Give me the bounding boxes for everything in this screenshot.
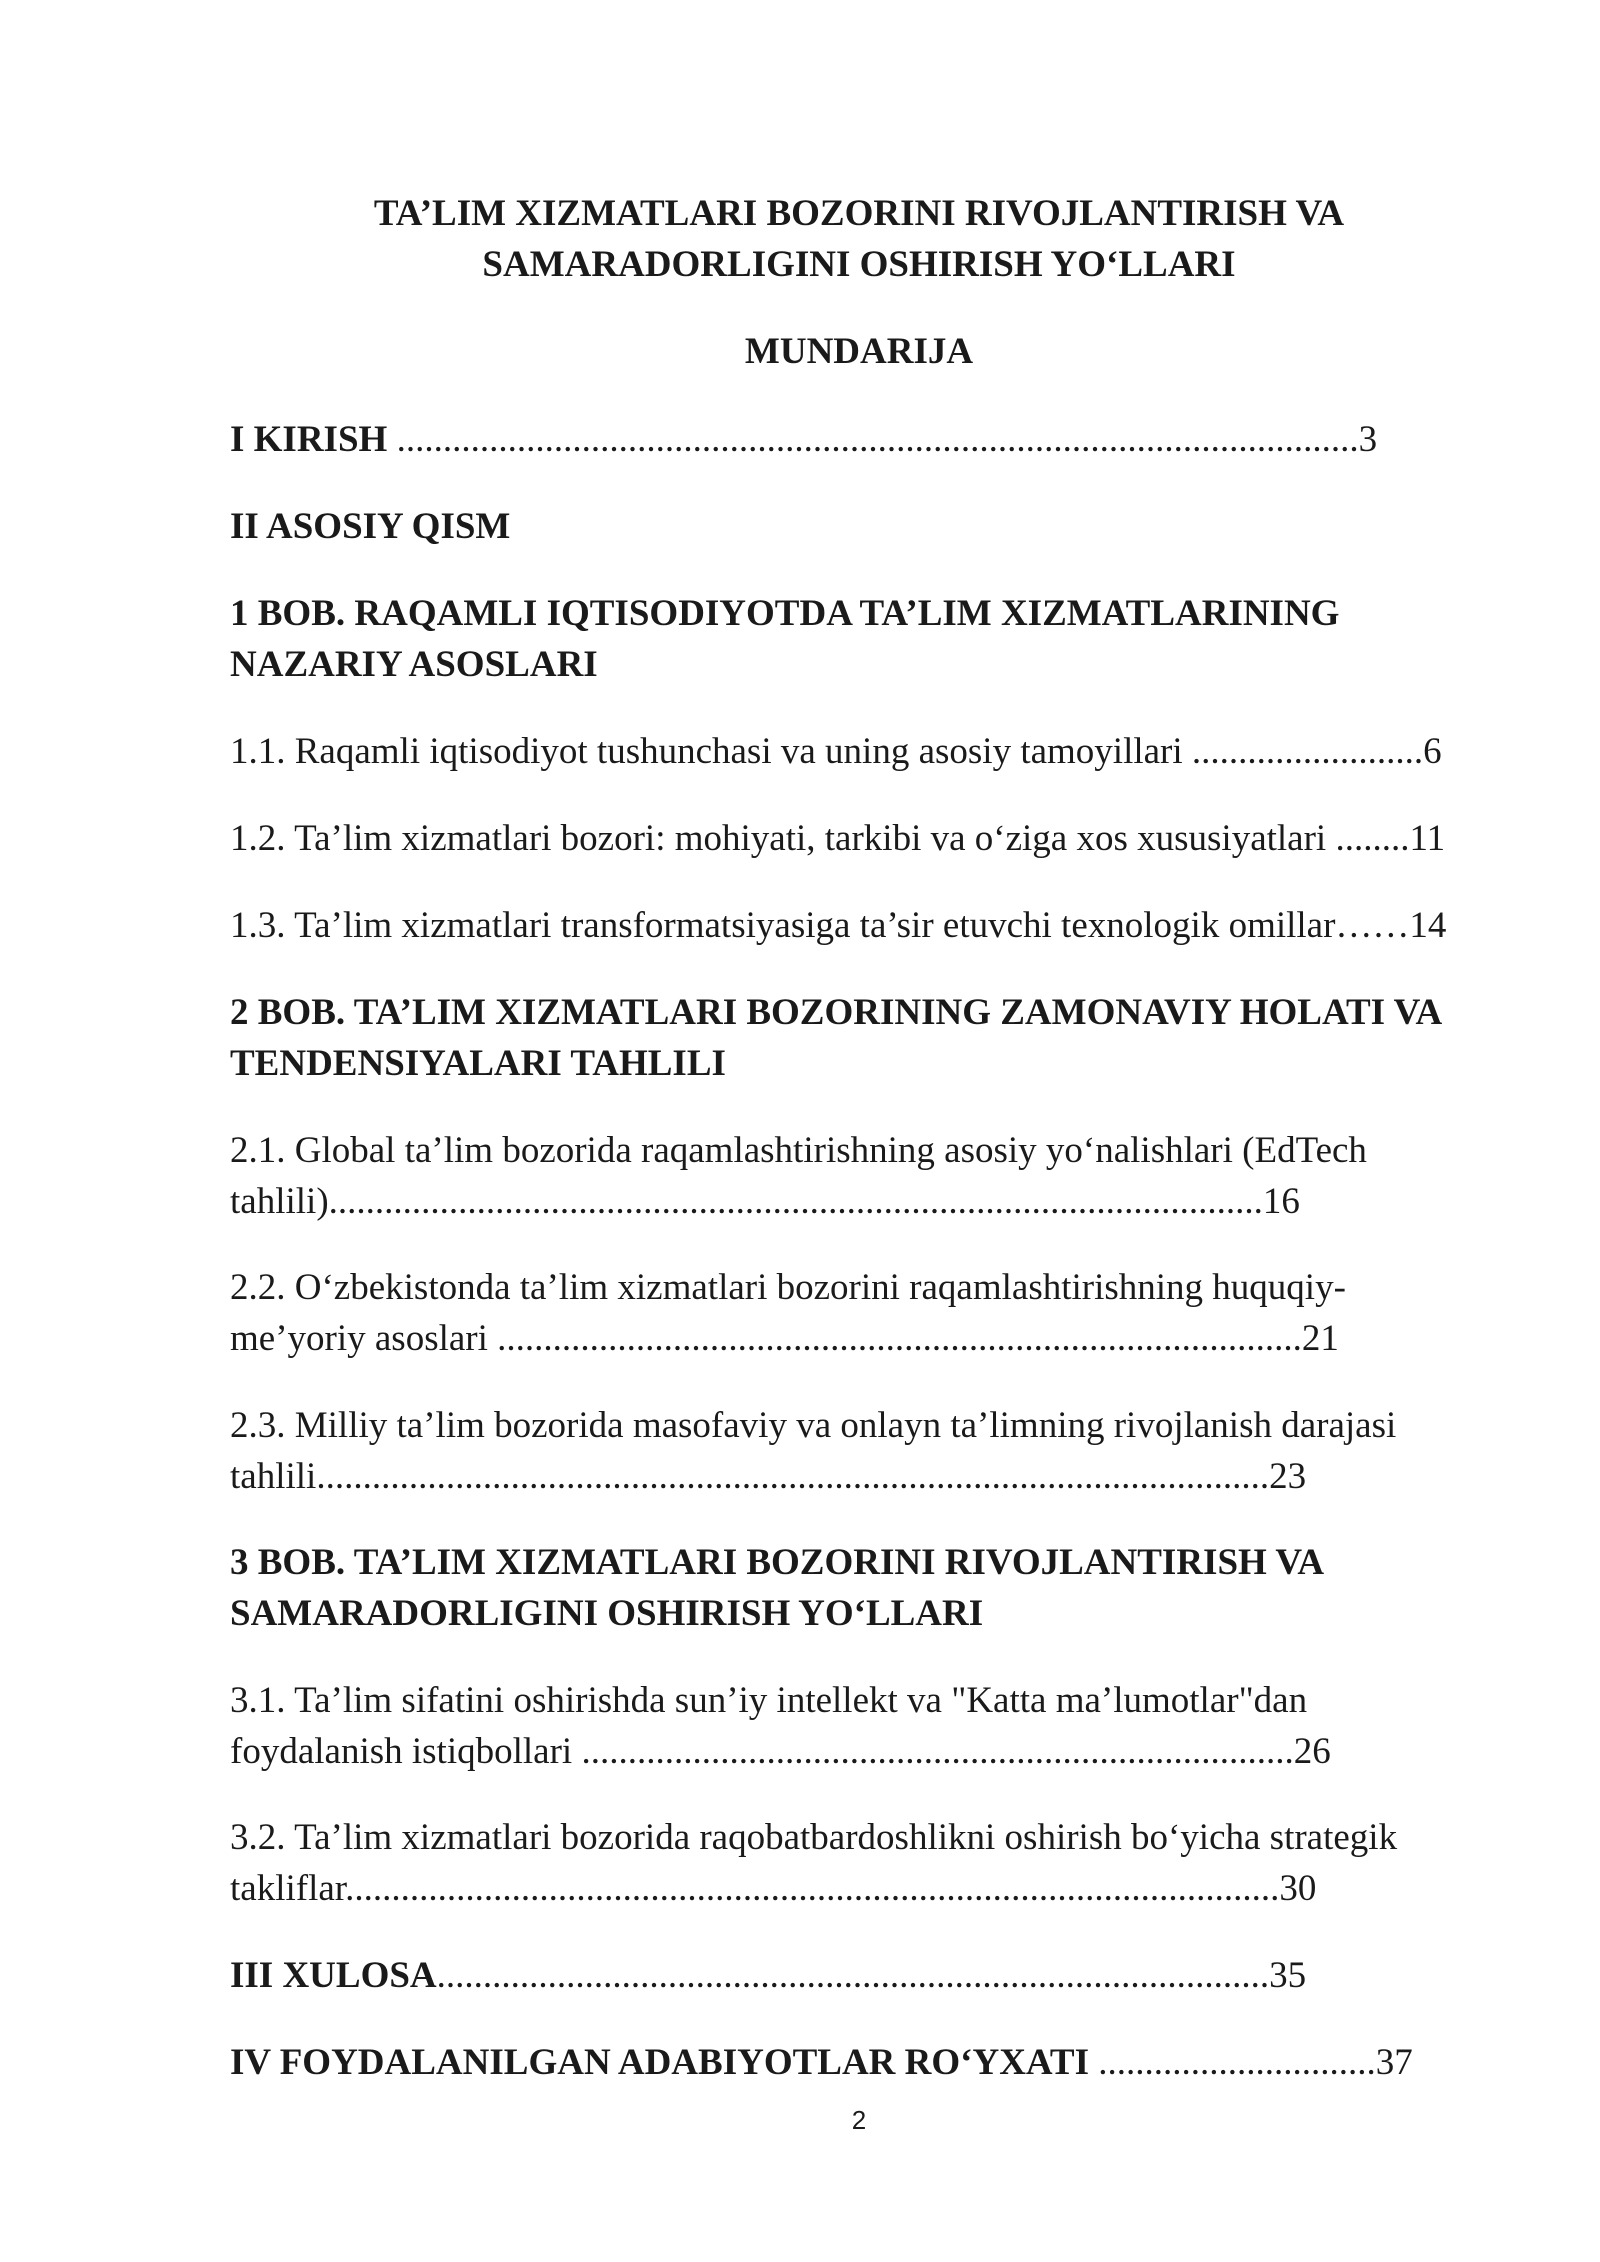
toc-chapter-1-line-2: NAZARIY ASOSLARI (230, 644, 598, 685)
document-title (230, 188, 1488, 290)
toc-references-label: IV FOYDALANILGAN ADABIYOTLAR RO‘YXATI (230, 2042, 1089, 2083)
toc-entry-section-1-3: 1.3. Ta’lim xizmatlari transformatsiyasiga ta’sir etuvchi texnologik omillar……14 (230, 905, 1447, 946)
toc-entry-section-1-1: 1.1. Raqamli iqtisodiyot tushunchasi va uning asosiy tamoyillari .........................6 (230, 731, 1442, 772)
document-title-line-1: TA’LIM XIZMATLARI BOZORINI RIVOJLANTIRISH VA (373, 193, 1345, 234)
document-title-line-2: SAMARADORLIGINI OSHIRISH YO‘LLARI (482, 244, 1236, 285)
toc-section-2-2-line-1: 2.2. O‘zbekistonda ta’lim xizmatlari bozorini raqamlashtirishning huquqiy- (230, 1267, 1346, 1308)
toc-section-2-1-line-2: tahlili).....................................................................................................16 (230, 1181, 1300, 1222)
toc-intro-label: I KIRISH (230, 419, 388, 460)
toc-section-3-2-line-2: takliflar.....................................................................................................30 (230, 1868, 1317, 1909)
toc-section-2-3-line-1: 2.3. Milliy ta’lim bozorida masofaviy va onlayn ta’limning rivojlanish darajasi (230, 1405, 1397, 1446)
contents-heading: MUNDARIJA (744, 331, 974, 372)
page-number: 2 (851, 2105, 867, 2135)
toc-entry-conclusion (230, 1950, 1306, 2001)
toc-chapter-3-line-1: 3 BOB. TA’LIM XIZMATLARI BOZORINI RIVOJLANTIRISH VA (230, 1542, 1325, 1583)
toc-entry-section-2-3 (230, 1400, 1396, 1502)
toc-section-2-3-line-2: tahlili.......................................................................................................23 (230, 1456, 1307, 1497)
toc-section-3-1-line-1: 3.1. Ta’lim sifatini oshirishda sun’iy intellekt va "Katta ma’lumotlar"dan (230, 1680, 1308, 1721)
toc-entry-chapter-3 (230, 1537, 1324, 1639)
toc-entry-chapter-2 (230, 987, 1442, 1089)
toc-entry-references (230, 2037, 1413, 2088)
toc-entry-chapter-1 (230, 588, 1339, 690)
toc-entry-section-3-2 (230, 1812, 1397, 1914)
toc-conclusion-label: III XULOSA (230, 1955, 437, 1996)
toc-entry-section-2-2 (230, 1262, 1346, 1364)
toc-section-2-1-line-1: 2.1. Global ta’lim bozorida raqamlashtirishning asosiy yo‘nalishlari (EdTech (230, 1130, 1367, 1171)
toc-entry-intro (230, 414, 1377, 465)
toc-entry-section-1-2: 1.2. Ta’lim xizmatlari bozori: mohiyati, tarkibi va o‘ziga xos xususiyatlari ........11 (230, 818, 1446, 859)
toc-section-2-2-line-2: me’yoriy asoslari .......................................................................................21 (230, 1318, 1339, 1359)
toc-entry-section-3-1 (230, 1675, 1331, 1777)
toc-section-3-1-line-2: foydalanish istiqbollari .............................................................................26 (230, 1731, 1331, 1772)
toc-references-leader: ..............................37 (1088, 2042, 1413, 2083)
toc-section-3-2-line-1: 3.2. Ta’lim xizmatlari bozorida raqobatbardoshlikni oshirish bo‘yicha strategik (230, 1817, 1398, 1858)
toc-entry-section-2-1 (230, 1125, 1367, 1227)
toc-chapter-3-line-2: SAMARADORLIGINI OSHIRISH YO‘LLARI (230, 1593, 984, 1634)
toc-intro-leader: ........................................................................................................3 (387, 419, 1378, 460)
toc-chapter-1-line-1: 1 BOB. RAQAMLI IQTISODIYOTDA TA’LIM XIZMATLARINING (230, 593, 1340, 634)
toc-chapter-2-line-1: 2 BOB. TA’LIM XIZMATLARI BOZORINING ZAMONAVIY HOLATI VA (230, 992, 1443, 1033)
toc-conclusion-leader: ..........................................................................................35 (436, 1955, 1307, 1996)
toc-chapter-2-line-2: TENDENSIYALARI TAHLILI (230, 1043, 726, 1084)
toc-entry-main-part: II ASOSIY QISM (230, 506, 511, 547)
